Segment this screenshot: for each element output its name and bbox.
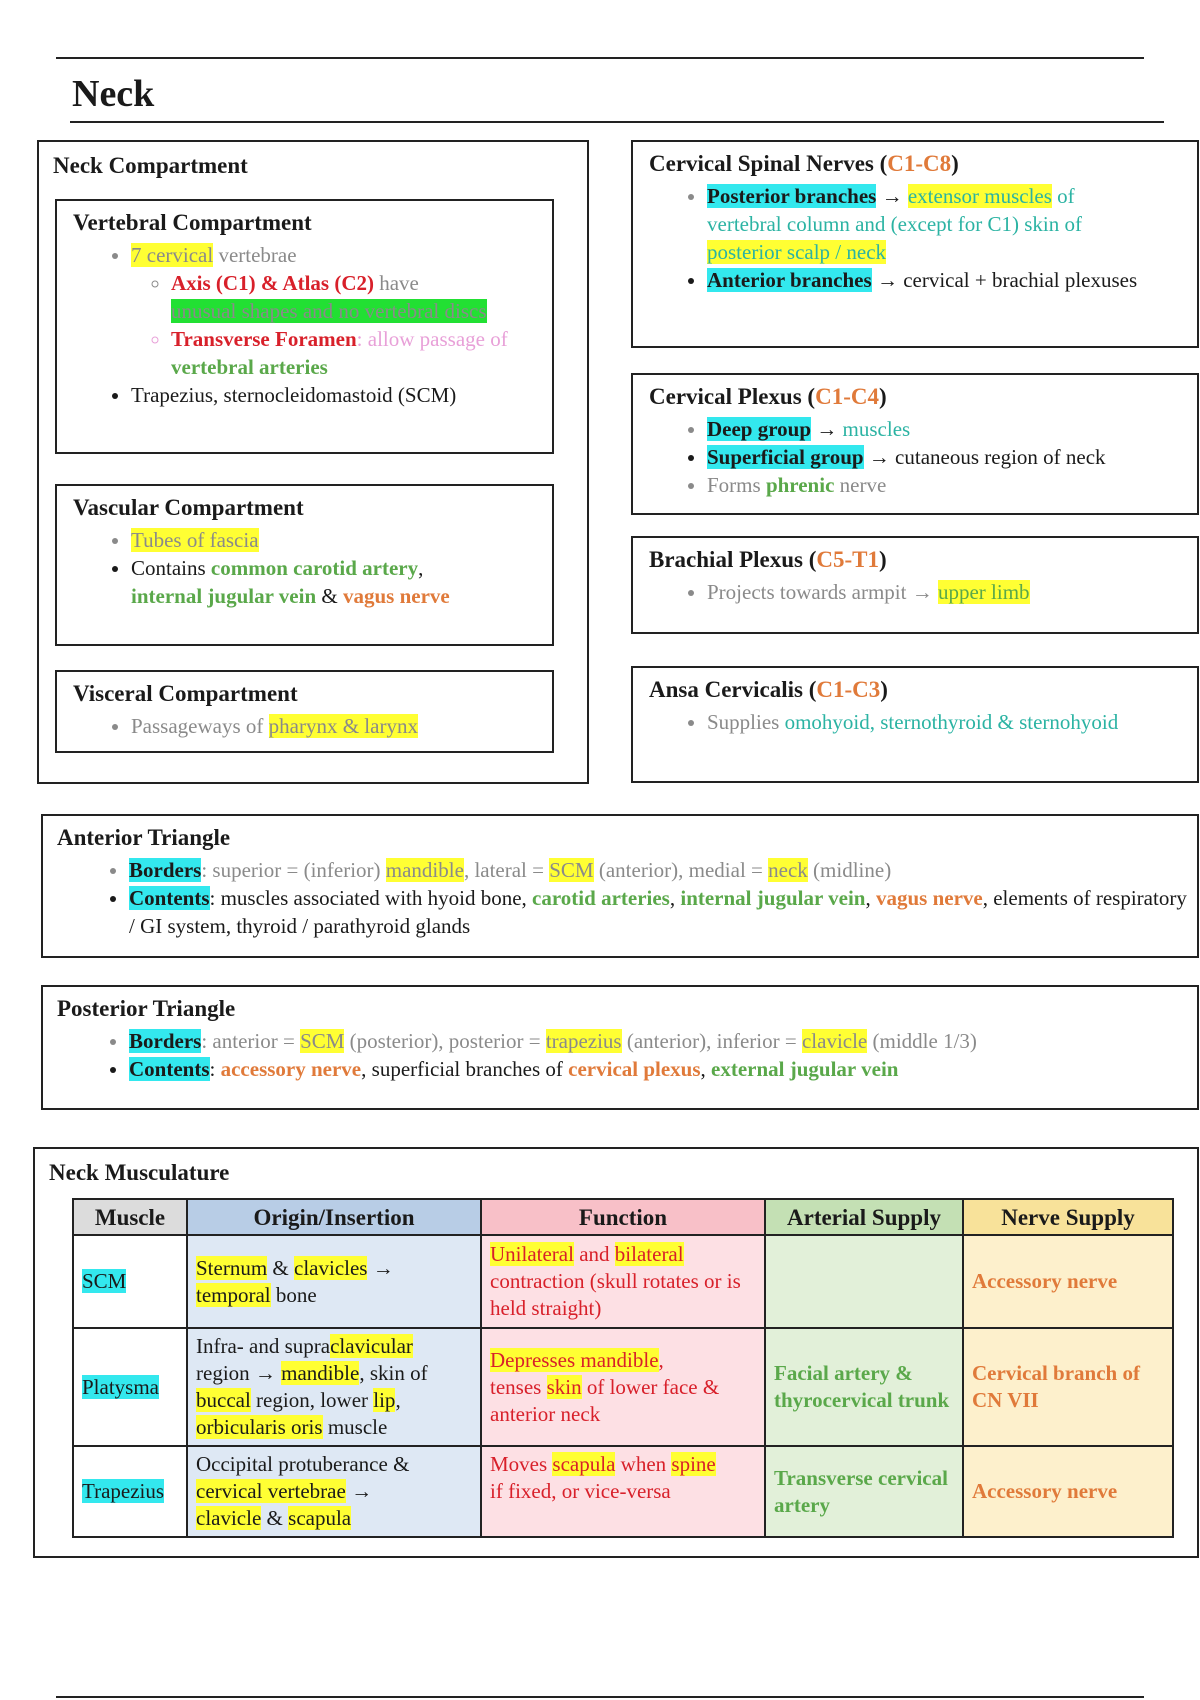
borders-text-3: (anterior), inferior =	[621, 1029, 802, 1053]
anterior-triangle-box	[41, 814, 1199, 958]
borders-label: Borders	[129, 858, 202, 882]
nerve-text: nerve	[834, 473, 887, 497]
posterior-heading: Posterior Triangle	[57, 996, 236, 1021]
posterior-scalp-highlight: posterior scalp / neck	[707, 240, 887, 264]
ansa-heading	[649, 676, 1197, 704]
contents-text-1: : muscles associated with hyoid bone,	[209, 886, 533, 910]
scm-highlight: SCM	[300, 1029, 345, 1053]
cervical-plexus-item-2	[707, 443, 1197, 471]
cell-function	[481, 1235, 765, 1328]
table-header-row	[73, 1199, 1173, 1235]
comma-text: ,	[395, 1388, 401, 1412]
vertebral-subitem-1-text: have	[373, 271, 419, 295]
brachial-plexus-box	[631, 536, 1199, 634]
mandible-highlight: mandible	[281, 1361, 360, 1385]
when-text: when	[615, 1452, 672, 1476]
table-row	[73, 1328, 1173, 1446]
borders-text-3: (anterior), medial =	[593, 858, 769, 882]
anterior-branches-text: → cervical + brachial plexuses	[871, 268, 1138, 292]
cell-origin	[187, 1235, 481, 1328]
borders-text-1: : superior = (inferior)	[201, 858, 386, 882]
unusual-shapes-highlight: unusual shapes and no vertebral discs	[171, 299, 487, 323]
bone-text: bone	[270, 1282, 317, 1307]
clavicle-highlight: clavicle	[196, 1506, 262, 1530]
tubes-of-fascia-highlight: Tubes of fascia	[131, 528, 259, 552]
page-title: Neck	[72, 73, 155, 115]
spine-highlight: spine	[671, 1452, 716, 1476]
internal-jugular-text: internal jugular vein	[131, 584, 317, 608]
accessory-nerve-text: accessory nerve	[220, 1057, 362, 1081]
temporal-highlight: temporal	[196, 1282, 271, 1307]
seven-cervical-highlight: 7 cervical	[131, 243, 214, 267]
vascular-item-2	[131, 554, 552, 610]
comma-text: ,	[418, 556, 424, 580]
cervical-vertebrae-highlight: cervical vertebrae	[196, 1479, 346, 1503]
borders-text-2: , lateral =	[463, 858, 550, 882]
cervical-plexus-item-1	[707, 415, 1197, 443]
musculature-heading: Neck Musculature	[49, 1160, 230, 1185]
vagus-nerve-text: vagus nerve	[875, 886, 983, 910]
neck-highlight: neck	[768, 858, 808, 882]
borders-text-2: (posterior), posterior =	[344, 1029, 546, 1053]
cervical-spinal-heading	[649, 150, 1197, 178]
cell-muscle	[73, 1446, 187, 1537]
tenses-text: tenses	[490, 1374, 547, 1399]
vascular-compartment-box	[55, 484, 554, 646]
cell-function	[481, 1328, 765, 1446]
top-rule	[56, 57, 1144, 59]
cell-arterial	[765, 1235, 963, 1328]
neck-compartment-heading: Neck Compartment	[53, 153, 248, 178]
arrow-text: →	[367, 1255, 394, 1280]
clavicle-highlight: clavicle	[801, 1029, 868, 1053]
lower-text: region, lower	[250, 1388, 374, 1412]
vertebral-item-1-text: vertebrae	[213, 243, 297, 267]
forms-text: Forms	[707, 473, 766, 497]
vertebral-arteries-text: vertebral arteries	[171, 355, 328, 379]
header-function: Function	[481, 1199, 765, 1235]
muscle-name: SCM	[82, 1269, 127, 1293]
scapula-highlight: scapula	[288, 1506, 352, 1530]
passageways-text: Passageways of	[131, 714, 269, 738]
header-muscle: Muscle	[73, 1199, 187, 1235]
cervical-spinal-item-2	[707, 266, 1197, 294]
ansa-heading-text: Ansa Cervicalis (	[649, 677, 817, 702]
scapula-highlight: scapula	[552, 1452, 616, 1476]
vertebral-item-2: • Trapezius, sternocleidomastoid (SCM)	[131, 381, 552, 409]
anterior-list	[57, 856, 1197, 940]
contains-text: Contains	[131, 556, 211, 580]
cervical-spinal-list	[649, 182, 1197, 294]
borders-label: Borders	[129, 1029, 202, 1053]
extensor-muscles-highlight: extensor muscles	[907, 184, 1052, 208]
amp-text: &	[261, 1506, 289, 1530]
c1-c4-range: C1-C4	[815, 384, 879, 409]
ansa-item-1	[707, 708, 1197, 736]
vagus-nerve-text: vagus nerve	[342, 584, 450, 608]
projects-text: Projects towards armpit →	[707, 580, 938, 604]
orbicularis-highlight: orbicularis oris	[196, 1415, 323, 1439]
vertebral-sublist	[131, 269, 552, 381]
cervical-plexus-item-3	[707, 471, 1197, 499]
contents-label: Contents	[129, 1057, 210, 1081]
musculature-table	[72, 1198, 1174, 1538]
cell-nerve: Cervical branch of CN VII	[963, 1328, 1173, 1446]
pharynx-larynx-highlight: pharynx & larynx	[268, 714, 418, 738]
clavicular-highlight: clavicular	[330, 1334, 413, 1358]
anterior-borders	[129, 856, 1197, 884]
comma-text: ,	[658, 1347, 664, 1372]
colon-text: :	[209, 1057, 221, 1081]
amp-text: &	[267, 1255, 295, 1280]
arrow-text: →	[876, 184, 908, 208]
visceral-compartment-box	[55, 670, 554, 753]
anterior-heading: Anterior Triangle	[57, 825, 231, 850]
posterior-contents	[129, 1055, 1197, 1083]
brachial-heading-text: Brachial Plexus (	[649, 547, 817, 572]
visceral-heading: Visceral Compartment	[73, 681, 298, 706]
muscles-text: muscles	[842, 417, 911, 441]
mandible-highlight: mandible	[385, 858, 464, 882]
buccal-highlight: buccal	[196, 1388, 251, 1412]
carotid-arteries-text: carotid arteries	[532, 886, 670, 910]
axis-atlas-text: Axis (C1) & Atlas (C2)	[171, 271, 374, 295]
depresses-highlight: Depresses mandible	[490, 1347, 659, 1372]
muscle-text: muscle	[322, 1415, 388, 1439]
if-fixed-text: if fixed, or vice-versa	[490, 1479, 671, 1503]
arrow-text: →	[345, 1479, 373, 1503]
region-text: region →	[196, 1361, 282, 1385]
of-text: of	[1051, 184, 1075, 208]
c1-c3-range: C1-C3	[816, 677, 881, 702]
and-text: and	[573, 1242, 615, 1266]
cervical-plexus-heading	[649, 383, 1197, 411]
cell-arterial: Transverse cervical artery	[765, 1446, 963, 1537]
cervical-spinal-heading-text: Cervical Spinal Nerves (	[649, 151, 888, 176]
title-rule	[70, 121, 1164, 123]
posterior-borders	[129, 1027, 1197, 1055]
comma-2: ,	[865, 886, 876, 910]
vertebral-heading: Vertebral Compartment	[73, 210, 312, 235]
paren-close: )	[879, 547, 887, 572]
cutaneous-text: → cutaneous region of neck	[863, 445, 1106, 469]
moves-text: Moves	[490, 1452, 553, 1476]
ansa-cervicalis-box	[631, 666, 1199, 783]
internal-jugular-text: internal jugular vein	[680, 886, 866, 910]
supplies-text: Supplies	[707, 710, 785, 734]
cell-nerve: Accessory nerve	[963, 1446, 1173, 1537]
vertebral-item-1	[131, 241, 552, 381]
occipital-text: Occipital protuberance &	[196, 1452, 410, 1476]
cell-muscle	[73, 1235, 187, 1328]
cell-origin	[187, 1446, 481, 1537]
contents-label: Contents	[129, 886, 210, 910]
cervical-spinal-item-1	[707, 182, 1197, 266]
amp-text: &	[316, 584, 343, 608]
allow-passage-text: allow passage of	[367, 327, 508, 351]
clavicles-highlight: clavicles	[294, 1255, 368, 1280]
c1-c8-range: C1-C8	[887, 151, 952, 176]
cell-function	[481, 1446, 765, 1537]
contents-text-1: , superficial branches of	[361, 1057, 569, 1081]
posterior-branches-highlight: Posterior branches	[707, 184, 877, 208]
borders-text-4: (middle 1/3)	[867, 1029, 977, 1053]
vascular-heading: Vascular Compartment	[73, 495, 304, 520]
lower-face-text: of lower face & anterior neck	[490, 1374, 720, 1426]
cervical-spinal-nerves-box	[631, 140, 1199, 348]
vascular-item-1	[131, 526, 552, 554]
paren-close: )	[880, 677, 888, 702]
contents-text-2: , elements of respiratory / GI system, thyroid / parathyroid glands	[129, 886, 1187, 938]
infra-supra-text: Infra- and supra	[196, 1334, 331, 1358]
cell-nerve: Accessory nerve	[963, 1235, 1173, 1328]
muscle-name: Platysma	[82, 1374, 159, 1399]
brachial-plexus-item-1	[707, 578, 1197, 606]
trapezius-highlight: trapezius	[545, 1029, 622, 1053]
vertebral-compartment-box	[55, 199, 554, 454]
cell-arterial: Facial artery & thyrocervical trunk	[765, 1328, 963, 1446]
brachial-plexus-list	[649, 578, 1197, 606]
vertebral-list	[73, 241, 552, 409]
comma-1: ,	[669, 886, 681, 910]
deep-group-highlight: Deep group	[707, 417, 812, 441]
brachial-plexus-heading	[649, 546, 1197, 574]
vertebral-subitem-1	[171, 269, 552, 325]
vascular-list	[73, 526, 552, 610]
omohyoid-text: omohyoid, sternothyroid & sternohyoid	[784, 710, 1119, 734]
transverse-foramen-text: Transverse Foramen	[171, 327, 357, 351]
lip-highlight: lip	[373, 1388, 396, 1412]
header-origin: Origin/Insertion	[187, 1199, 481, 1235]
comma-text: ,	[700, 1057, 712, 1081]
posterior-list	[57, 1027, 1197, 1083]
bottom-rule	[56, 1696, 1144, 1698]
arrow-text: →	[811, 417, 843, 441]
cell-muscle	[73, 1328, 187, 1446]
external-jugular-text: external jugular vein	[711, 1057, 899, 1081]
paren-close: )	[878, 384, 887, 409]
phrenic-text: phrenic	[765, 473, 835, 497]
header-nerve: Nerve Supply	[963, 1199, 1173, 1235]
skin-highlight: skin	[546, 1374, 582, 1399]
visceral-list	[73, 712, 552, 740]
c5-t1-range: C5-T1	[816, 547, 880, 572]
cervical-plexus-text: cervical plexus	[568, 1057, 701, 1081]
common-carotid-text: common carotid artery	[210, 556, 419, 580]
unilateral-highlight: Unilateral	[490, 1242, 574, 1266]
sternum-highlight: Sternum	[196, 1255, 268, 1280]
posterior-triangle-box	[41, 985, 1199, 1110]
anterior-branches-highlight: Anterior branches	[707, 268, 872, 292]
cervical-plexus-list	[649, 415, 1197, 499]
cell-origin	[187, 1328, 481, 1446]
vertebral-column-text: vertebral column and (except for C1) skin of	[707, 212, 1082, 236]
table-row	[73, 1446, 1173, 1537]
vertebral-subitem-2	[171, 325, 552, 381]
upper-limb-highlight: upper limb	[937, 580, 1030, 604]
cervical-plexus-box	[631, 373, 1199, 515]
contraction-text: contraction (skull rotates or is held straight)	[490, 1269, 741, 1320]
colon-text: :	[356, 327, 368, 351]
header-arterial: Arterial Supply	[765, 1199, 963, 1235]
borders-text-1: : anterior =	[201, 1029, 301, 1053]
ansa-list	[649, 708, 1197, 736]
muscle-name: Trapezius	[82, 1479, 165, 1503]
superficial-group-highlight: Superficial group	[707, 445, 864, 469]
skin-of-text: , skin of	[359, 1361, 428, 1385]
table-row	[73, 1235, 1173, 1328]
visceral-item-1	[131, 712, 552, 740]
anterior-contents	[129, 884, 1197, 940]
cervical-plexus-heading-text: Cervical Plexus (	[649, 384, 816, 409]
borders-text-4: (midline)	[807, 858, 892, 882]
paren-close: )	[951, 151, 959, 176]
bilateral-highlight: bilateral	[614, 1242, 684, 1266]
scm-highlight: SCM	[549, 858, 594, 882]
